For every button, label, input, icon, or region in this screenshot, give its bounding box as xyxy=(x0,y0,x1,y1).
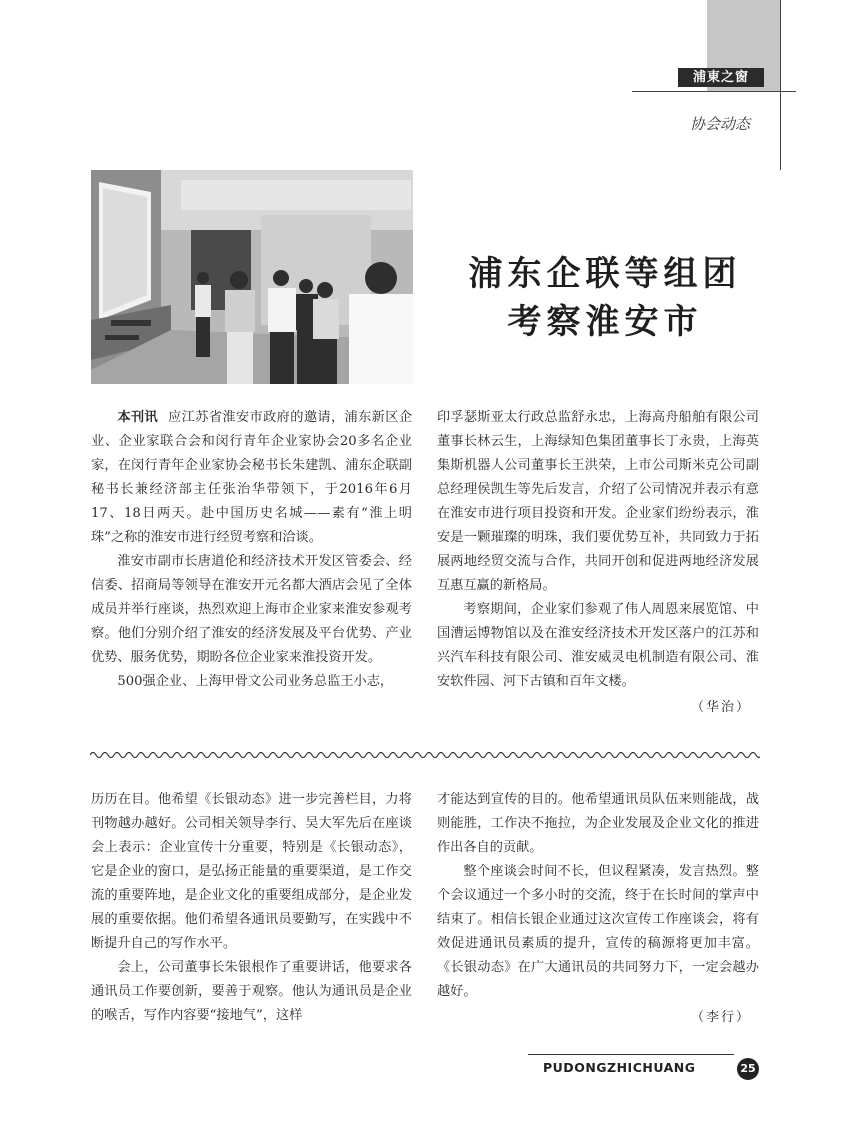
article2-paragraph: 才能达到宣传的目的。他希望通讯员队伍来则能战，战则能胜，工作决不拖拉，为企业发展及企业文化的推进作出各自的贡献。 xyxy=(437,792,759,855)
footer-rule xyxy=(528,1054,734,1055)
article1-paragraph: 淮安市副市长唐道伦和经济技术开发区管委会、经信委、招商局等领导在淮安开元名都大酒店会见了全体成员并举行座谈，热烈欢迎上海市企业家来淮安参观考察。他们分别介绍了淮安的经济发展及平台优势、产业优势、服务优势，期盼各位企业家来淮投资开发。 xyxy=(91,554,412,665)
section-label: 协会动态 xyxy=(690,115,751,133)
page-number: 25 xyxy=(737,1058,759,1080)
article2-right-column xyxy=(437,788,759,1030)
article1-paragraph: 印孚瑟斯亚太行政总监舒永忠，上海高舟船舶有限公司董事长林云生，上海绿知色集团董事长丁永贵，上海英集斯机器人公司董事长王洪荣，上市公司斯米克公司副总经理侯凯生等先后发言，介绍了公司情况并表示有意在淮安市进行项目投资和开发。企业家们纷纷表示，淮安是一颗璀璨的明珠，我们要优势互补，共同致力于拓展两地经贸交流与合作，共同开创和促进两地经济发展互惠互赢的新格局。 xyxy=(437,410,759,593)
article2-paragraph: 历历在目。他希望《长银动态》进一步完善栏目，力将刊物越办越好。公司相关领导李行、吴大军先后在座谈会上表示：企业宣传十分重要，特别是《长银动态》，它是企业的窗口，是弘扬正能量的重要渠道，是工作交流的重要阵地，是企业文化的重要组成部分，是企业发展的重要依据。他们希望各通讯员要勤写，在实践中不断提升自己的写作水平。 xyxy=(91,792,412,951)
article2-paragraph: 整个座谈会时间不长，但议程紧凑，发言热烈。整个会议通过一个多小时的交流，终于在长时间的掌声中结束了。相信长银企业通过这次宣传工作座谈会，将有效促进通讯员素质的提升，宣传的稿源将更加丰富。《长银动态》在广大通讯员的共同努力下，一定会越办越好。 xyxy=(437,864,759,999)
article1-paragraph: 本刊讯 应江苏省淮安市政府的邀请，浦东新区企业、企业家联合会和闵行青年企业家协会20多名企业家，在闵行青年企业家协会秘书长朱建凯、浦东企联副秘书长兼经济部主任张治华带领下，于2016年6月17、18日两天。赴中国历史名城——素有“淮上明珠”之称的淮安市进行经贸考察和洽谈。 xyxy=(91,410,413,545)
title-line-2: 考察淮安市 xyxy=(507,302,703,342)
article1-paragraph: 500强企业、上海甲骨文公司业务总监王小志， xyxy=(117,674,394,689)
article1-right-column xyxy=(437,406,759,720)
header-horizontal-rule xyxy=(632,91,796,92)
article-title xyxy=(430,250,780,346)
title-line-1: 浦东企联等组团 xyxy=(468,254,742,294)
article1-byline: （华治） xyxy=(690,700,751,715)
article-photo xyxy=(91,170,413,384)
article2-paragraph: 会上，公司董事长朱银根作了重要讲话，他要求各通讯员工作要创新，要善于观察。他认为通讯员是企业的喉舌，写作内容要“接地气”，这样 xyxy=(91,960,412,1023)
footer-magazine-name: PUDONGZHICHUANG xyxy=(543,1060,696,1075)
magazine-name-badge: 浦東之窗 xyxy=(678,68,764,87)
lead-label: 本刊讯 xyxy=(117,410,159,425)
header-vertical-rule xyxy=(780,0,781,170)
article2-byline: （李行） xyxy=(690,1010,751,1025)
article1-paragraph: 考察期间，企业家们参观了伟人周恩来展览馆、中国漕运博物馆以及在淮安经济技术开发区落户的江苏和兴汽车科技有限公司、淮安威灵电机制造有限公司、淮安软件园、河下古镇和百年文楼。 xyxy=(437,602,759,689)
article1-left-column xyxy=(91,406,412,694)
article2-left-column xyxy=(91,788,412,1028)
wavy-divider xyxy=(90,748,760,762)
